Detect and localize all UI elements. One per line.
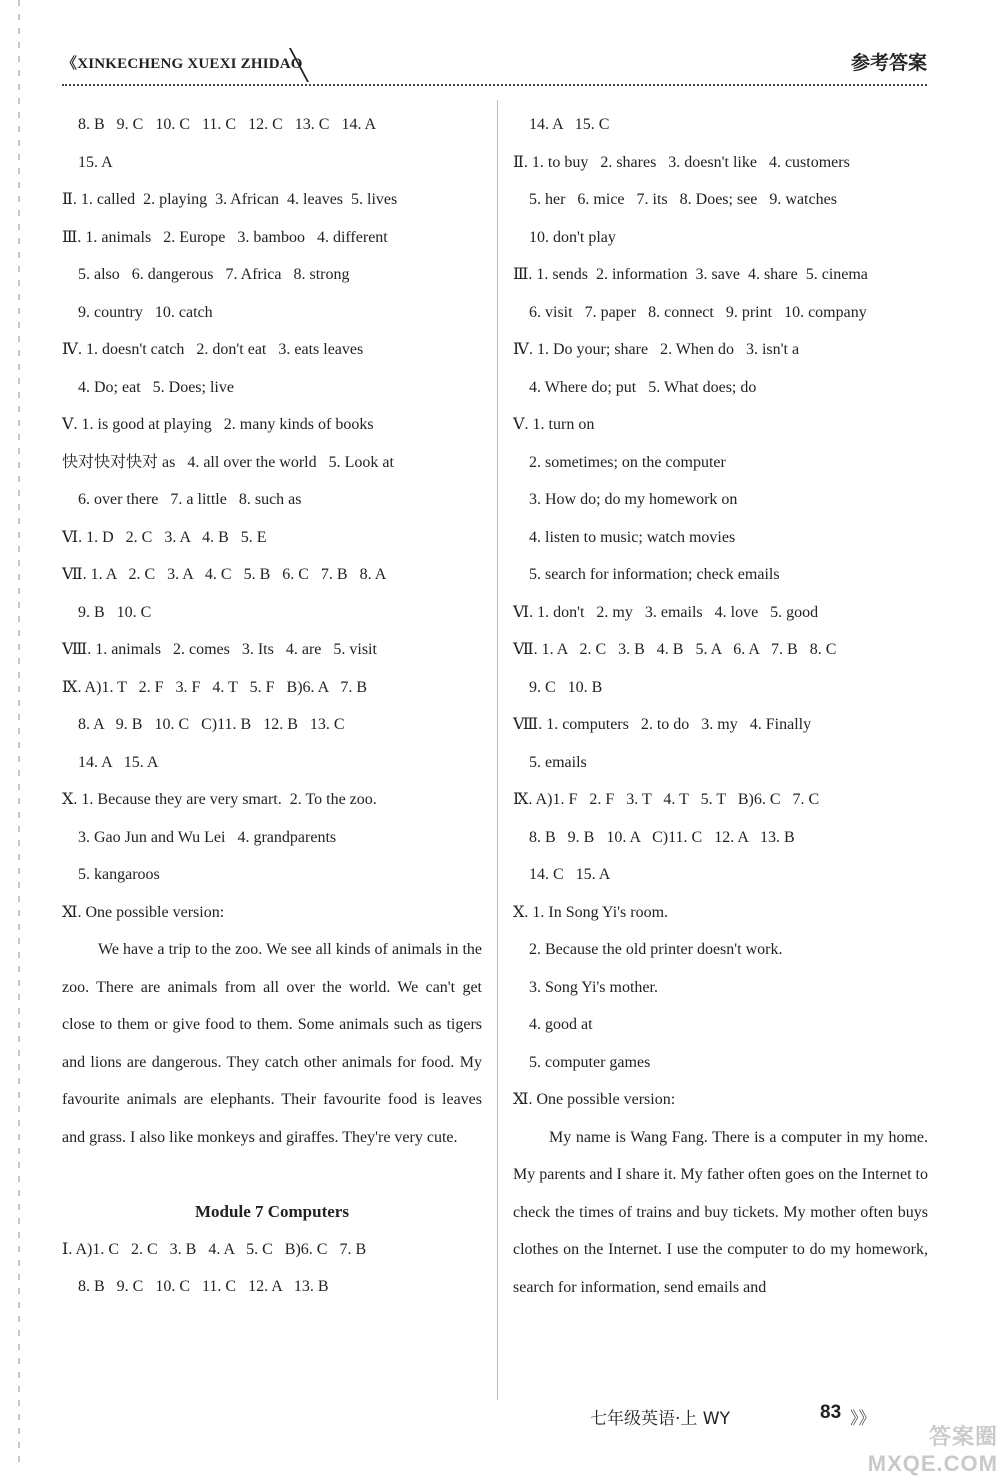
answer-line: Ⅳ. 1. doesn't catch 2. don't eat 3. eats leaves: [62, 341, 364, 358]
answer-line: Ⅸ. A)1. F 2. F 3. T 4. T 5. T B)6. C 7. C: [513, 791, 820, 808]
answer-line: 3. How do; do my homework on: [513, 491, 738, 508]
answer-key-title: 参考答案: [850, 52, 927, 74]
left-column: [62, 106, 482, 1306]
answer-line: 3. Song Yi's mother.: [513, 978, 658, 996]
essay-paragraph: [513, 1119, 928, 1307]
next-arrow-icon: 》》: [850, 1409, 876, 1429]
answer-line: Ⅲ. 1. sends 2. information 3. save 4. share 5. cinema: [513, 266, 868, 283]
answer-line: 10. don't play: [513, 228, 616, 246]
answer-line: 5. kangaroos: [62, 866, 160, 883]
essay-text: My name is Wang Fang. There is a computer in my home. My parents and I share it. My father often goes on the Internet to check the times of trains and buy tickets. My mother often buys clothes on the Internet. I use the computer to do my homework, search for information, send emails and: [513, 1128, 928, 1296]
answer-line: Ⅴ. 1. is good at playing 2. many kinds of books: [62, 416, 374, 433]
answer-line: Ⅺ. One possible version:: [513, 1091, 676, 1108]
answer-line: Ⅹ. 1. Because they are very smart. 2. To the zoo.: [62, 791, 377, 808]
answer-line: Ⅲ. 1. animals 2. Europe 3. bamboo 4. different: [62, 228, 388, 246]
right-column: [513, 106, 928, 1306]
answer-line: 4. Do; eat 5. Does; live: [62, 378, 234, 396]
answer-line: 2. sometimes; on the computer: [513, 453, 726, 471]
series-title: 《XINKECHENG XUEXI ZHIDAO: [62, 56, 303, 72]
answer-line: Ⅶ. 1. A 2. C 3. B 4. B 5. A 6. A 7. B 8. C: [513, 641, 837, 658]
answer-line: 2. Because the old printer doesn't work.: [513, 941, 783, 958]
answer-line: 5. her 6. mice 7. its 8. Does; see 9. watches: [513, 191, 837, 208]
answer-line: Ⅷ. 1. computers 2. to do 3. my 4. Finally: [513, 716, 812, 733]
header-rule: [62, 84, 927, 86]
answer-line: Ⅵ. 1. D 2. C 3. A 4. B 5. E: [62, 528, 267, 546]
answer-line: Ⅰ. A)1. C 2. C 3. B 4. A 5. C B)6. C 7. B: [62, 1240, 367, 1258]
answer-line: Ⅳ. 1. Do your; share 2. When do 3. isn't a: [513, 341, 800, 358]
answer-line: 8. A 9. B 10. C C)11. B 12. B 13. C: [62, 716, 345, 733]
answer-line: 8. B 9. B 10. A C)11. C 12. A 13. B: [513, 828, 795, 846]
answer-line: 8. B 9. C 10. C 11. C 12. A 13. B: [62, 1278, 329, 1295]
answer-line: 14. A 15. A: [62, 753, 159, 771]
answer-line: Ⅵ. 1. don't 2. my 3. emails 4. love 5. good: [513, 603, 819, 621]
answer-line: 15. A: [62, 153, 113, 171]
binding-edge: [18, 0, 20, 1466]
answer-line: Ⅶ. 1. A 2. C 3. A 4. C 5. B 6. C 7. B 8. A: [62, 566, 387, 583]
answer-line: Ⅷ. 1. animals 2. comes 3. Its 4. are 5. visit: [62, 641, 377, 658]
answer-line: 快对快对快对 as 4. all over the world 5. Look at: [62, 453, 394, 471]
answer-line: 3. Gao Jun and Wu Lei 4. grandparents: [62, 828, 337, 846]
essay-text: We have a trip to the zoo. We see all kinds of animals in the zoo. There are animals from all over the world. We can't get close to them or give food to them. Some animals such as tigers and lions are dangerous. They catch other animals for food. My favourite animals are elephants. Their favourite food is leaves and grass. I also like monkeys and giraffes. They're very cute.: [62, 941, 482, 1146]
answer-line: Ⅴ. 1. turn on: [513, 416, 595, 433]
answer-line: 5. search for information; check emails: [513, 566, 780, 583]
answer-line: 9. country 10. catch: [62, 303, 213, 321]
answer-line: Ⅹ. 1. In Song Yi's room.: [513, 903, 669, 921]
answer-line: Ⅸ. A)1. T 2. F 3. F 4. T 5. F B)6. A 7. B: [62, 678, 367, 696]
answer-line: 4. listen to music; watch movies: [513, 528, 736, 546]
answer-line: Ⅺ. One possible version:: [62, 903, 225, 921]
answer-line: 14. A 15. C: [513, 116, 610, 133]
answer-line: 6. visit 7. paper 8. connect 9. print 10. company: [513, 303, 867, 321]
answer-line: 5. emails: [513, 753, 587, 771]
module-title: Module 7 Computers: [195, 1202, 349, 1221]
answer-line: 4. Where do; put 5. What does; do: [513, 378, 757, 396]
answer-line: 9. B 10. C: [62, 603, 152, 621]
course-label: 七年级英语·上 WY: [590, 1409, 731, 1429]
answer-line: 9. C 10. B: [513, 678, 603, 696]
answer-line: 5. computer games: [513, 1053, 651, 1071]
answer-line: Ⅱ. 1. to buy 2. shares 3. doesn't like 4. customers: [513, 153, 850, 171]
column-divider: [497, 100, 498, 1400]
answer-line: 14. C 15. A: [513, 866, 611, 883]
watermark: 答案圈 MXQE.COM: [867, 1424, 998, 1476]
answer-line: 6. over there 7. a little 8. such as: [62, 491, 302, 508]
essay-paragraph: [62, 931, 482, 1156]
answer-line: 5. also 6. dangerous 7. Africa 8. strong: [62, 266, 350, 283]
answer-line: 4. good at: [513, 1016, 593, 1033]
page-number: 83: [820, 1402, 842, 1423]
page-header: [62, 44, 927, 88]
answer-line: Ⅱ. 1. called 2. playing 3. African 4. leaves 5. lives: [62, 191, 398, 208]
answer-line: 8. B 9. C 10. C 11. C 12. C 13. C 14. A: [62, 116, 377, 133]
